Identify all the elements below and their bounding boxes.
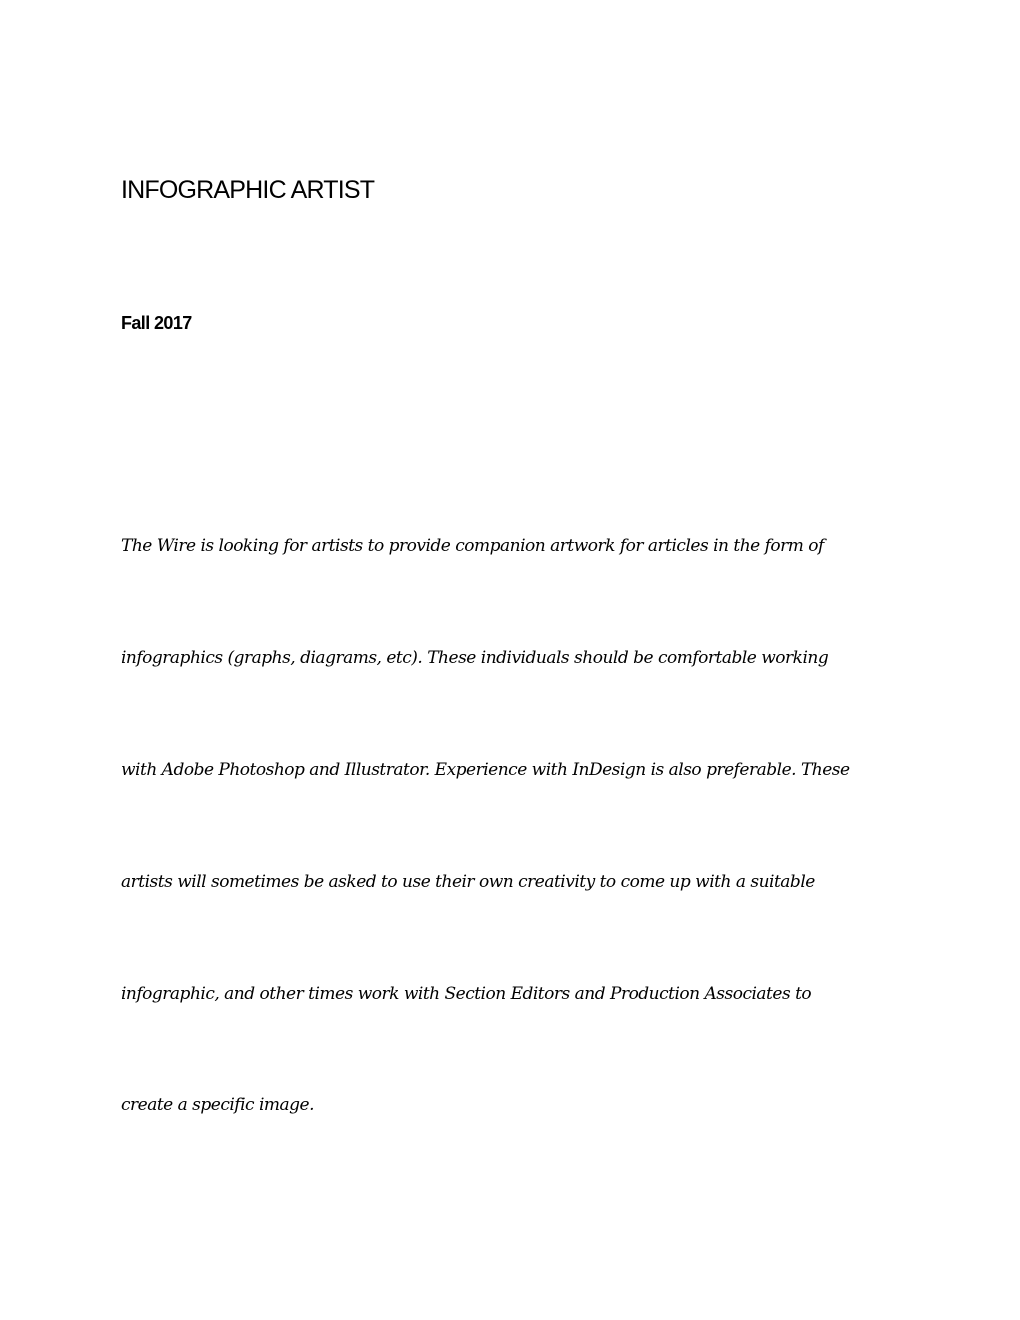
body-line: create a specific image. [121,1095,314,1115]
body-line: infographics (graphs, diagrams, etc). These individuals should be comfortable working [121,648,829,668]
body-line: artists will sometimes be asked to use their own creativity to come up with a suitable [121,872,815,892]
page-title: INFOGRAPHIC ARTIST [121,176,375,204]
body-line: The Wire is looking for artists to provide companion artwork for articles in the form of [121,536,824,556]
term-label: Fall 2017 [121,313,192,333]
body-line: infographic, and other times work with Section Editors and Production Associates to [121,984,812,1004]
body-line: with Adobe Photoshop and Illustrator. Experience with InDesign is also preferable. These [121,760,850,780]
